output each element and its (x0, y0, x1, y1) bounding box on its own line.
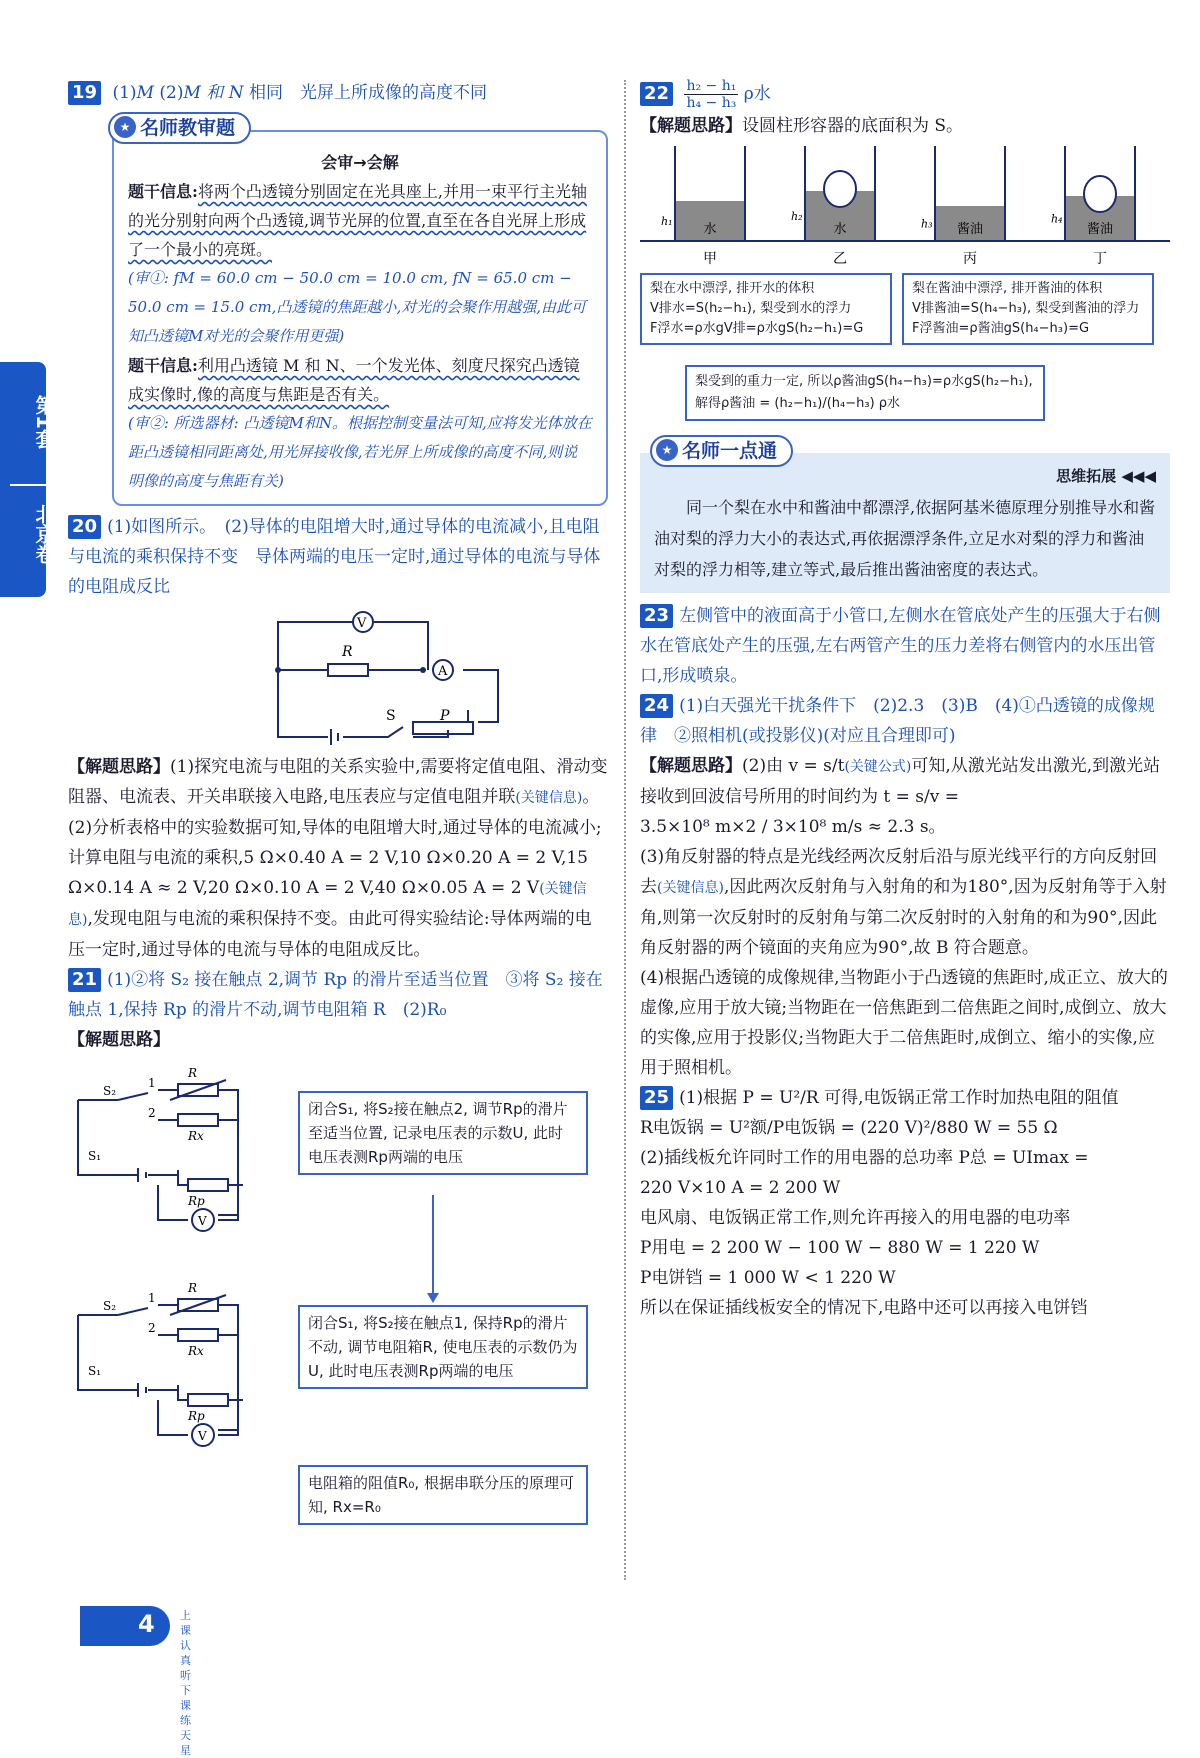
q25-p7: 所以在保证插线板安全的情况下,电路中还可以再接入电饼铛 (640, 1298, 1088, 1318)
side-tab (0, 362, 56, 597)
slogan (180, 1608, 191, 1758)
q24-text: (1)白天强光干扰条件下 (2)2.3 (3)B (4)①凸透镜的成像规律 ②照相机(或投影仪)(对应且合理即可) (640, 696, 1155, 746)
height-label: h₄ (1051, 212, 1063, 226)
q22-idea (640, 111, 1170, 141)
q22-denominator: h₄ − h₃ (686, 95, 737, 111)
s1-label-2: S₁ (88, 1364, 102, 1378)
q20-idea2-end: ,发现电阻与电流的乘积保持不变。由此可得实验结论:导体两端的电压一定时,通过导体的电流与导体的电阻成反比。 (68, 909, 592, 960)
q21-box2: 闭合S₁, 将S₂接在触点1, 保持Rp的滑片不动, 调节电阻箱R, 使电压表的示数仍为U, 此时电压表测Rp两端的电压 (298, 1305, 588, 1389)
q22-box-bottom (685, 365, 1045, 421)
q20-idea2-text: (2)分析表格中的实验数据可知,导体的电阻增大时,通过导体的电流减小;计算电阻与电流的乘积,5 Ω×0.40 A = 2 V,10 Ω×0.20 A = 2 V,15 Ω×0.14 A ≈ 2 V,20 Ω×0.10 A = 2 V,40 Ω×0.05 A = 2 V (68, 818, 602, 898)
q25-p1a: (1)根据 P = U²/R 可得,电饭锅正常工作时加热电阻的阻值 (679, 1088, 1119, 1108)
q22-box-right-l2: V排酱油=S(h₄−h₃), 梨受到酱油的浮力 (912, 301, 1140, 316)
star-mascot-icon: ★ (114, 116, 136, 138)
page-number-badge (80, 1606, 170, 1646)
container-label: 丙 (963, 251, 977, 267)
q24-idea-label: 【解题思路】 (640, 756, 742, 776)
teacher-tip-title: 名师一点通 (682, 440, 778, 462)
liquid-label: 水 (833, 222, 847, 237)
contact2-label-2: 2 (148, 1321, 156, 1335)
teacher-review-title: 名师教审题 (140, 117, 236, 139)
slogan-line1: 上课认真听 (180, 1609, 191, 1682)
q22-box-bottom-l2: 解得ρ酱油 = (h₂−h₁)/(h₄−h₃) ρ水 (695, 396, 901, 411)
v-label-1: V (198, 1214, 207, 1228)
q20-idea2-tag: (关键信息) (68, 881, 587, 928)
q25-answer (640, 1083, 1170, 1113)
teacher-tip-heading (650, 435, 793, 467)
q22-containers-diagram (640, 141, 1170, 271)
q22-box-left-l1: 梨在水中漂浮, 排开水的体积 (650, 281, 815, 296)
q20-answer (68, 512, 608, 602)
q24-p2a: (2)由 v = s/t (742, 756, 845, 776)
info2-text: 利用凸透镜 M 和 N、一个发光体、刻度尺探究凸透镜成实像时,像的高度与焦距是否有关。 (128, 356, 580, 404)
q24-p3-tag: (关键信息) (657, 880, 724, 896)
review-box (112, 130, 608, 506)
q22-boxes-row (640, 273, 1170, 345)
container-label: 乙 (833, 251, 847, 267)
info1 (128, 177, 592, 264)
q19-number: 19 (68, 81, 101, 105)
q24-number: 24 (640, 694, 673, 718)
container-label: 丁 (1093, 251, 1107, 267)
q21-circuit-2 (68, 1270, 268, 1460)
q21-flow (68, 1055, 608, 1475)
q21-text: (1)②将 S₂ 接在触点 2,调节 Rp 的滑片至适当位置 ③将 S₂ 接在触点 1,保持 Rp 的滑片不动,调节电阻箱 R (2)R₀ (68, 970, 603, 1020)
think-box (640, 453, 1170, 593)
q22-numerator: h₂ − h₁ (686, 78, 737, 94)
container-4 (1051, 146, 1135, 267)
liquid-label: 酱油 (956, 222, 984, 237)
q24-p2 (640, 751, 1170, 812)
resistor-label: R (342, 644, 353, 660)
q19-m: M (136, 83, 154, 103)
q24-answer (640, 691, 1170, 751)
pear-icon (824, 171, 856, 207)
q22-box-right-l1: 梨在酱油中漂浮, 排开酱油的体积 (912, 281, 1103, 296)
s2-label-2: S₂ (103, 1299, 117, 1313)
rx-label-2: Rx (188, 1344, 204, 1358)
q23-text: 左侧管中的液面高于小管口,左侧水在管底处产生的压强大于右侧水在管底处产生的压强,左右两管产生的压力差将右侧管内的水压出管口,形成喷泉。 (640, 606, 1161, 686)
review-box-title: 会审→会解 (321, 153, 399, 172)
q21-arrow-1 (423, 1195, 443, 1305)
height-label: h₁ (661, 215, 673, 228)
q22-box-right-l3: F浮酱油=ρ酱油gS(h₄−h₃)=G (912, 321, 1090, 336)
q24-p3a: (3)角反射器的特点是光线经两次反射后沿与原光线平行的方向反射回去 (640, 847, 1158, 897)
q19-part2: (2) (159, 83, 184, 103)
liquid-label: 水 (703, 222, 717, 237)
q22-answer (640, 78, 1170, 111)
set-label: 第1套 (32, 395, 56, 449)
q25-p4: 电风扇、电饭锅正常工作,则允许再接入的用电器的电功率 (640, 1208, 1071, 1228)
s2-label-1: S₂ (103, 1084, 117, 1098)
slogan-line2: 下课练天星 (180, 1684, 191, 1757)
switch-label: S (386, 708, 396, 724)
r-label-2: R (188, 1281, 198, 1295)
q24-p2c: 3.5×10⁸ m×2 / 3×10⁸ m/s ≈ 2.3 s。 (640, 817, 946, 837)
q21-answer (68, 965, 608, 1025)
s1-label-1: S₁ (88, 1149, 102, 1163)
q22-box-left-l2: V排水=S(h₂−h₁), 梨受到水的浮力 (650, 301, 852, 316)
info1-label: 题干信息: (128, 182, 198, 201)
q22-box-left (640, 273, 892, 345)
star-mascot-icon: ★ (656, 439, 678, 461)
q25-p1b: R电饭锅 = U²额/P电饭锅 = (220 V)²/880 W = 55 Ω (640, 1118, 1058, 1138)
q20-number: 20 (68, 515, 101, 539)
ammeter-label: A (438, 664, 448, 679)
right-column (640, 78, 1170, 1323)
contact1-label-2: 1 (148, 1291, 156, 1305)
q22-rho: ρ水 (743, 84, 771, 104)
q24-p4: (4)根据凸透镜的成像规律,当物距小于凸透镜的焦距时,成正立、放大的虚像,应用于放大镜;当物距在一倍焦距到二倍焦距之间时,成倒立、放大的实像,应用于投影仪;当物距大于二倍焦距时,成倒立、缩小的实像,应用于照相机。 (640, 968, 1168, 1078)
info2 (128, 351, 592, 409)
q19-part1: (1) (112, 83, 137, 103)
q24-p2b: 可知,从激光站发出激光,到激光站接收到回波信号所用的时间约为 t = s/v = (640, 756, 1161, 807)
think-text: 同一个梨在水中和酱油中都漂浮,依据阿基米德原理分别推导水和酱油对梨的浮力大小的表达式,再依据漂浮条件,立足水对梨的浮力和酱油对梨的浮力相等,建立等式,最后推出酱油密度的表达式。 (654, 498, 1156, 579)
q20-idea1-tag: (关键信息) (515, 790, 583, 806)
q20-idea2 (68, 813, 608, 965)
liquid-label: 酱油 (1086, 222, 1114, 237)
q20-idea-label: 【解题思路】 (68, 757, 170, 777)
q22-idea-label: 【解题思路】 (640, 116, 742, 136)
v-label-2: V (198, 1429, 207, 1443)
rp-label-2: Rp (188, 1409, 205, 1423)
column-divider (624, 80, 626, 1580)
q21-circuit-1 (68, 1055, 268, 1245)
q20-text: (1)如图所示。 (2)导体的电阻增大时,通过导体的电流减小,且电阻与电流的乘积保持不变 导体两端的电压一定时,通过导体的电流与导体的电阻成反比 (68, 517, 601, 597)
q19-mn: M 和 N (183, 83, 244, 103)
container-2 (791, 146, 875, 267)
q20-idea1-end: 。 (582, 787, 600, 807)
q22-box-right (902, 273, 1154, 345)
review2: (审②: 所选器材: 凸透镜M和N。根据控制变量法可知,应将发光体放在距凸透镜相同距离处,用光屏接收像,若光屏上所成像的高度不同,则说明像的高度与焦距有关) (128, 414, 592, 490)
q20-circuit-diagram (68, 602, 608, 752)
think-label: 思维拓展 ◀◀◀ (1056, 467, 1156, 485)
q21-idea-label: 【解题思路】 (68, 1030, 170, 1050)
q25-p5: P用电 = 2 200 W − 100 W − 880 W = 1 220 W (640, 1238, 1040, 1258)
q22-box-bottom-l1: 梨受到的重力一定, 所以ρ酱油gS(h₄−h₃)=ρ水gS(h₂−h₁), (695, 374, 1033, 389)
review1: (审①: fM = 60.0 cm − 50.0 cm = 10.0 cm, fN = 65.0 cm − 50.0 cm = 15.0 cm,凸透镜的焦距越小,对光的会聚作用越强,由此可知凸透镜M对光的会聚作用更强) (128, 269, 586, 345)
rp-label-1: Rp (188, 1194, 205, 1208)
voltmeter-label: V (357, 616, 367, 631)
q20-idea (68, 752, 608, 813)
q25-p3: 220 V×10 A = 2 200 W (640, 1178, 841, 1198)
height-label: h₃ (921, 217, 933, 231)
q25-p6: P电饼铛 = 1 000 W < 1 220 W (640, 1268, 896, 1288)
teacher-review-heading (108, 112, 251, 144)
info2-label: 题干信息: (128, 356, 198, 375)
contact2-label-1: 2 (148, 1106, 156, 1120)
page-number: 4 (138, 1610, 155, 1638)
rx-label-1: Rx (188, 1129, 204, 1143)
height-label: h₂ (791, 210, 803, 223)
q20-idea1: (1)探究电流与电阻的关系实验中,需要将定值电阻、滑动变阻器、电流表、开关串联接入电路,电压表应与定值电阻并联 (68, 757, 608, 807)
q19-answer (68, 78, 608, 108)
r-label-1: R (188, 1066, 198, 1080)
q22-fraction (684, 78, 738, 111)
left-column (68, 78, 608, 1525)
q24-p3b: ,因此两次反射角与入射角的和为180°,因为反射角等于入射角,则第一次反射时的反射角与第二次反射时的入射角的和为90°,因此角反射器的两个镜面的夹角应为90°,故 B 符合题意。 (640, 877, 1167, 958)
q21-box1: 闭合S₁, 将S₂接在触点2, 调节Rp的滑片至适当位置, 记录电压表的示数U, 此时电压表测Rp两端的电压 (298, 1091, 588, 1175)
container-3 (921, 146, 1005, 267)
q22-number: 22 (640, 82, 673, 106)
paper-label: 北京卷 (10, 484, 56, 574)
info1-text: 将两个凸透镜分别固定在光具座上,并用一束平行主光轴的光分别射向两个凸透镜,调节光屏的位置,直至在各自光屏上形成了一个最小的亮斑。 (128, 182, 588, 259)
q22-box-left-l3: F浮水=ρ水gV排=ρ水gS(h₂−h₁)=G (650, 321, 864, 336)
q23-number: 23 (640, 604, 673, 628)
container-label: 甲 (703, 251, 717, 267)
q23-answer (640, 601, 1170, 691)
q25-p2: (2)插线板允许同时工作的用电器的总功率 P总 = UImax = (640, 1148, 1089, 1168)
q22-idea-text: 设圆柱形容器的底面积为 S。 (742, 116, 964, 136)
q21-number: 21 (68, 968, 101, 992)
slider-label: P (440, 708, 450, 724)
q24-p2-tag: (关键公式) (844, 759, 912, 775)
q21-box3: 电阻箱的阻值R₀, 根据串联分压的原理可知, Rx=R₀ (298, 1465, 588, 1525)
q25-number: 25 (640, 1086, 673, 1110)
q24-p3 (640, 842, 1170, 963)
q19-rest: 相同 光屏上所成像的高度不同 (248, 83, 487, 103)
container-1 (661, 146, 745, 267)
contact1-label-1: 1 (148, 1076, 156, 1090)
pear-icon (1084, 176, 1116, 212)
